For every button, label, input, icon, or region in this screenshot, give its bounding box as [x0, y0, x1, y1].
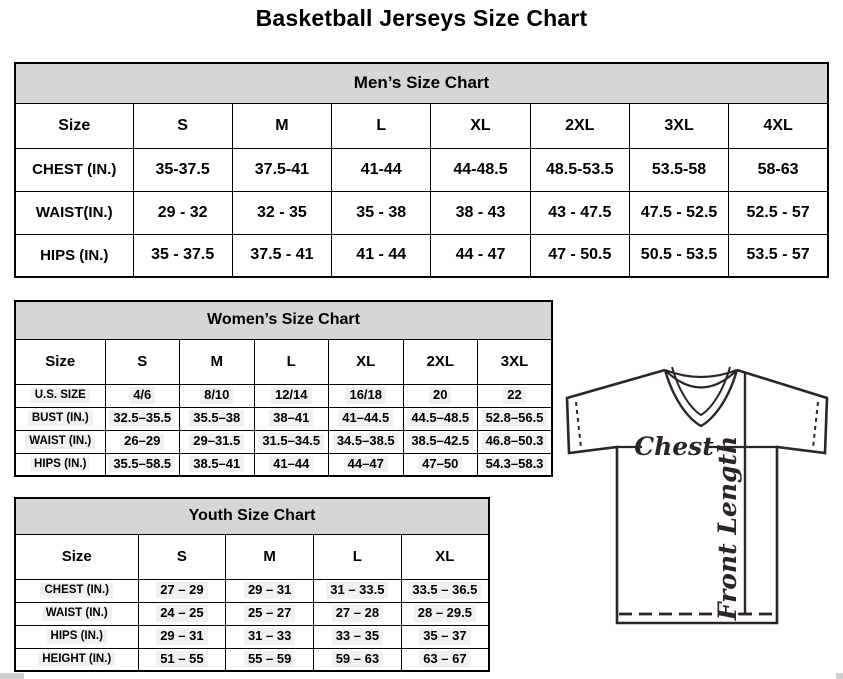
youth-col-header: L — [314, 534, 402, 579]
youth-col-header: XL — [401, 534, 489, 579]
mens-col-header: 2XL — [530, 103, 629, 148]
youth-cell — [401, 648, 489, 671]
youth-col-header: S — [138, 534, 226, 579]
womens-chart-title: Women’s Size Chart — [15, 301, 552, 339]
womens-size-chart-table — [14, 300, 553, 477]
cell-text: 38–41 — [269, 410, 313, 426]
womens-cell — [403, 453, 478, 476]
womens-row-label — [15, 453, 105, 476]
table-row — [15, 453, 552, 476]
mens-size-header: Size — [15, 103, 133, 148]
mens-cell: 38 - 43 — [431, 191, 530, 234]
mens-cell: 35-37.5 — [133, 148, 232, 191]
cell-text: 33.5 – 36.5 — [408, 582, 481, 598]
cell-text: 16/18 — [345, 387, 386, 403]
womens-cell — [478, 453, 553, 476]
womens-cell — [478, 407, 553, 430]
youth-cell — [226, 648, 314, 671]
cell-text: 38.5–41 — [189, 456, 244, 472]
cell-text: 12/14 — [271, 387, 312, 403]
row-label-text: HEIGHT (IN.) — [38, 652, 115, 666]
cell-text: 59 – 63 — [332, 651, 383, 667]
mens-cell: 32 - 35 — [232, 191, 331, 234]
table-row — [15, 625, 489, 648]
cell-text: 31 – 33.5 — [326, 582, 388, 598]
mens-col-header: M — [232, 103, 331, 148]
womens-cell — [329, 384, 404, 407]
cell-text: 20 — [429, 387, 451, 403]
youth-col-header: M — [226, 534, 314, 579]
womens-cell — [254, 430, 329, 453]
table-row — [15, 498, 489, 534]
cell-text: 29–31.5 — [189, 433, 244, 449]
womens-cell — [180, 453, 255, 476]
mens-col-header: 3XL — [629, 103, 728, 148]
womens-row-label — [15, 384, 105, 407]
youth-cell — [138, 579, 226, 602]
row-label-text: BUST (IN.) — [28, 411, 93, 425]
youth-cell — [138, 648, 226, 671]
row-label-text: HIPS (IN.) — [30, 457, 90, 471]
womens-col-header: S — [105, 339, 180, 384]
horizontal-scrollbar-thumb[interactable] — [0, 673, 24, 679]
womens-cell — [403, 430, 478, 453]
mens-cell: 47 - 50.5 — [530, 234, 629, 277]
youth-row-label — [15, 602, 138, 625]
mens-cell: 48.5-53.5 — [530, 148, 629, 191]
table-row — [15, 384, 552, 407]
jersey-front-icon — [555, 353, 843, 637]
table-row — [15, 339, 552, 384]
mens-cell: 29 - 32 — [133, 191, 232, 234]
womens-col-header: L — [254, 339, 329, 384]
youth-cell — [226, 579, 314, 602]
table-row — [15, 234, 828, 277]
cell-text: 52.8–56.5 — [482, 410, 548, 426]
mens-cell: 47.5 - 52.5 — [629, 191, 728, 234]
cell-text: 25 – 27 — [244, 605, 295, 621]
youth-size-chart-table — [14, 497, 490, 672]
womens-row-label — [15, 430, 105, 453]
cell-text: 31.5–34.5 — [258, 433, 324, 449]
mens-cell: 53.5-58 — [629, 148, 728, 191]
youth-cell — [226, 625, 314, 648]
cell-text: 26–29 — [120, 433, 164, 449]
womens-size-header: Size — [15, 339, 105, 384]
row-label-text: U.S. SIZE — [31, 388, 90, 402]
cell-text: 8/10 — [200, 387, 233, 403]
mens-cell: 37.5 - 41 — [232, 234, 331, 277]
table-row — [15, 579, 489, 602]
womens-cell — [329, 453, 404, 476]
cell-text: 33 – 35 — [332, 628, 383, 644]
youth-cell — [401, 579, 489, 602]
youth-size-header: Size — [15, 534, 138, 579]
youth-cell — [138, 625, 226, 648]
cell-text: 63 – 67 — [419, 651, 470, 667]
table-row — [15, 648, 489, 671]
row-label-text: HIPS (IN.) — [47, 629, 107, 643]
cell-text: 51 – 55 — [156, 651, 207, 667]
front-length-label: Front Length — [713, 435, 742, 621]
mens-cell: 44 - 47 — [431, 234, 530, 277]
cell-text: 32.5–35.5 — [109, 410, 175, 426]
table-row — [15, 103, 828, 148]
womens-cell — [403, 407, 478, 430]
womens-cell — [403, 384, 478, 407]
mens-cell: 37.5-41 — [232, 148, 331, 191]
mens-col-header: XL — [431, 103, 530, 148]
table-row — [15, 602, 489, 625]
cell-text: 44–47 — [344, 456, 388, 472]
jersey-measurement-diagram — [555, 353, 843, 637]
table-row — [15, 191, 828, 234]
womens-cell — [180, 384, 255, 407]
cell-text: 41–44.5 — [338, 410, 393, 426]
youth-row-label — [15, 625, 138, 648]
mens-cell: 41-44 — [332, 148, 431, 191]
cell-text: 28 – 29.5 — [414, 605, 476, 621]
cell-text: 29 – 31 — [244, 582, 295, 598]
womens-col-header: 2XL — [403, 339, 478, 384]
mens-cell: 43 - 47.5 — [530, 191, 629, 234]
youth-cell — [401, 602, 489, 625]
mens-row-label: CHEST (IN.) — [15, 148, 133, 191]
mens-cell: 52.5 - 57 — [729, 191, 828, 234]
table-row — [15, 407, 552, 430]
womens-col-header: 3XL — [478, 339, 553, 384]
youth-cell — [401, 625, 489, 648]
cell-text: 35.5–58.5 — [109, 456, 175, 472]
row-label-text: WAIST (IN.) — [25, 434, 95, 448]
mens-cell: 58-63 — [729, 148, 828, 191]
cell-text: 55 – 59 — [244, 651, 295, 667]
mens-col-header: 4XL — [729, 103, 828, 148]
cell-text: 41–44 — [269, 456, 313, 472]
cell-text: 54.3–58.3 — [482, 456, 548, 472]
womens-cell — [254, 384, 329, 407]
youth-cell — [138, 602, 226, 625]
row-label-text: CHEST (IN.) — [40, 583, 113, 597]
cell-text: 4/6 — [129, 387, 155, 403]
youth-row-label — [15, 648, 138, 671]
mens-cell: 50.5 - 53.5 — [629, 234, 728, 277]
cell-text: 34.5–38.5 — [333, 433, 399, 449]
cell-text: 44.5–48.5 — [407, 410, 473, 426]
chest-label: Chest — [634, 432, 714, 461]
womens-cell — [105, 453, 180, 476]
page-title: Basketball Jerseys Size Chart — [255, 5, 588, 31]
table-row — [15, 534, 489, 579]
mens-cell: 53.5 - 57 — [729, 234, 828, 277]
womens-cell — [254, 453, 329, 476]
womens-cell — [105, 407, 180, 430]
womens-cell — [478, 430, 553, 453]
youth-cell — [314, 648, 402, 671]
mens-chart-title: Men’s Size Chart — [15, 63, 828, 103]
table-row — [15, 430, 552, 453]
womens-cell — [180, 430, 255, 453]
womens-row-label — [15, 407, 105, 430]
womens-cell — [478, 384, 553, 407]
womens-cell — [180, 407, 255, 430]
womens-cell — [329, 430, 404, 453]
cell-text: 27 – 28 — [332, 605, 383, 621]
mens-size-chart-table — [14, 62, 829, 278]
mens-col-header: L — [332, 103, 431, 148]
cell-text: 31 – 33 — [244, 628, 295, 644]
womens-cell — [254, 407, 329, 430]
cell-text: 29 – 31 — [156, 628, 207, 644]
cell-text: 35 – 37 — [419, 628, 470, 644]
cell-text: 38.5–42.5 — [407, 433, 473, 449]
table-row — [15, 148, 828, 191]
horizontal-scrollbar-fragment[interactable] — [836, 673, 843, 679]
womens-col-header: XL — [329, 339, 404, 384]
womens-cell — [105, 430, 180, 453]
womens-cell — [329, 407, 404, 430]
table-row — [15, 63, 828, 103]
youth-cell — [314, 579, 402, 602]
mens-cell: 35 - 38 — [332, 191, 431, 234]
mens-cell: 44-48.5 — [431, 148, 530, 191]
womens-cell — [105, 384, 180, 407]
cell-text: 22 — [503, 387, 525, 403]
womens-col-header: M — [180, 339, 255, 384]
mens-row-label: HIPS (IN.) — [15, 234, 133, 277]
mens-cell: 41 - 44 — [332, 234, 431, 277]
youth-row-label — [15, 579, 138, 602]
youth-chart-title: Youth Size Chart — [15, 498, 489, 534]
youth-cell — [226, 602, 314, 625]
cell-text: 46.8–50.3 — [482, 433, 548, 449]
youth-cell — [314, 625, 402, 648]
mens-cell: 35 - 37.5 — [133, 234, 232, 277]
mens-row-label: WAIST(IN.) — [15, 191, 133, 234]
cell-text: 27 – 29 — [156, 582, 207, 598]
youth-cell — [314, 602, 402, 625]
cell-text: 35.5–38 — [189, 410, 244, 426]
cell-text: 24 – 25 — [156, 605, 207, 621]
row-label-text: WAIST (IN.) — [42, 606, 112, 620]
mens-col-header: S — [133, 103, 232, 148]
table-row — [15, 301, 552, 339]
cell-text: 47–50 — [418, 456, 462, 472]
